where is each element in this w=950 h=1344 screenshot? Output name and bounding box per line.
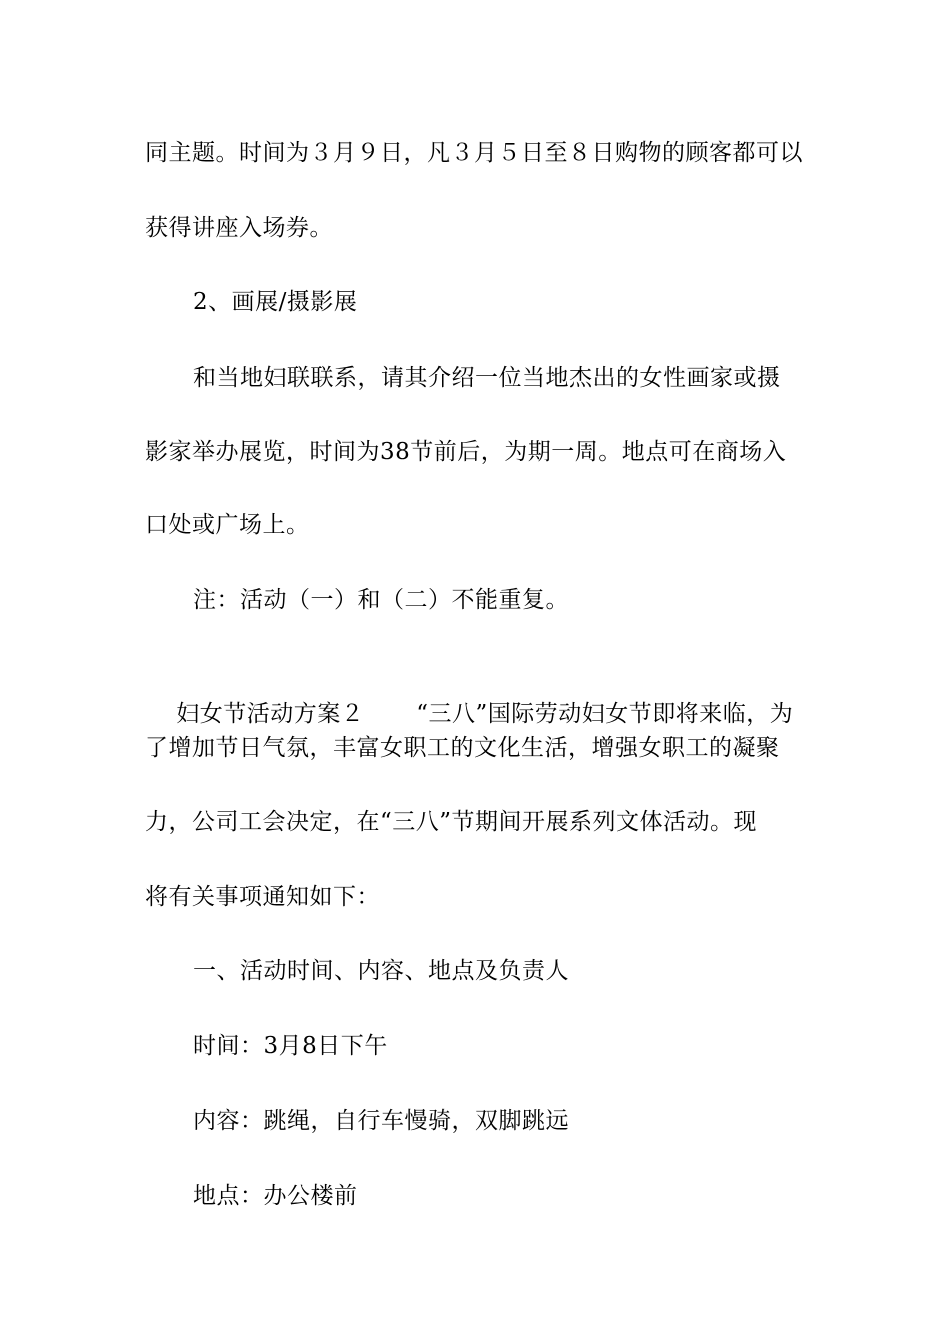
body-text-line: 获得讲座入场券。	[145, 215, 333, 241]
detail-time: 时间：3月8日下午	[193, 1033, 388, 1059]
body-text-line: “三八”国际劳动妇女节即将来临，为	[416, 701, 794, 727]
detail-content: 内容：跳绳，自行车慢骑，双脚跳远	[193, 1108, 569, 1134]
body-text-line: 和当地妇联联系，请其介绍一位当地杰出的女性画家或摄	[193, 365, 781, 391]
detail-location: 地点：办公楼前	[193, 1183, 358, 1209]
subheading: 2、画展/摄影展	[193, 289, 358, 315]
section-title: 妇女节活动方案２	[176, 701, 365, 727]
body-text-line: 将有关事项通知如下：	[145, 884, 380, 910]
body-text-line: 了增加节日气氛，丰富女职工的文化生活，增强女职工的凝聚	[145, 735, 780, 761]
body-text-line: 影家举办展览，时间为38节前后，为期一周。地点可在商场入	[145, 439, 787, 465]
section-heading-line	[145, 654, 950, 727]
body-text-line: 同主题。时间为３月９日，凡３月５日至８日购物的顾客都可以	[145, 140, 803, 166]
subheading: 一、活动时间、内容、地点及负责人	[193, 958, 569, 984]
body-text-line: 口处或广场上。	[145, 512, 310, 538]
note-text: 注：活动（一）和（二）不能重复。	[193, 587, 569, 613]
body-text-line: 力，公司工会决定，在“三八”节期间开展系列文体活动。现	[145, 809, 758, 835]
